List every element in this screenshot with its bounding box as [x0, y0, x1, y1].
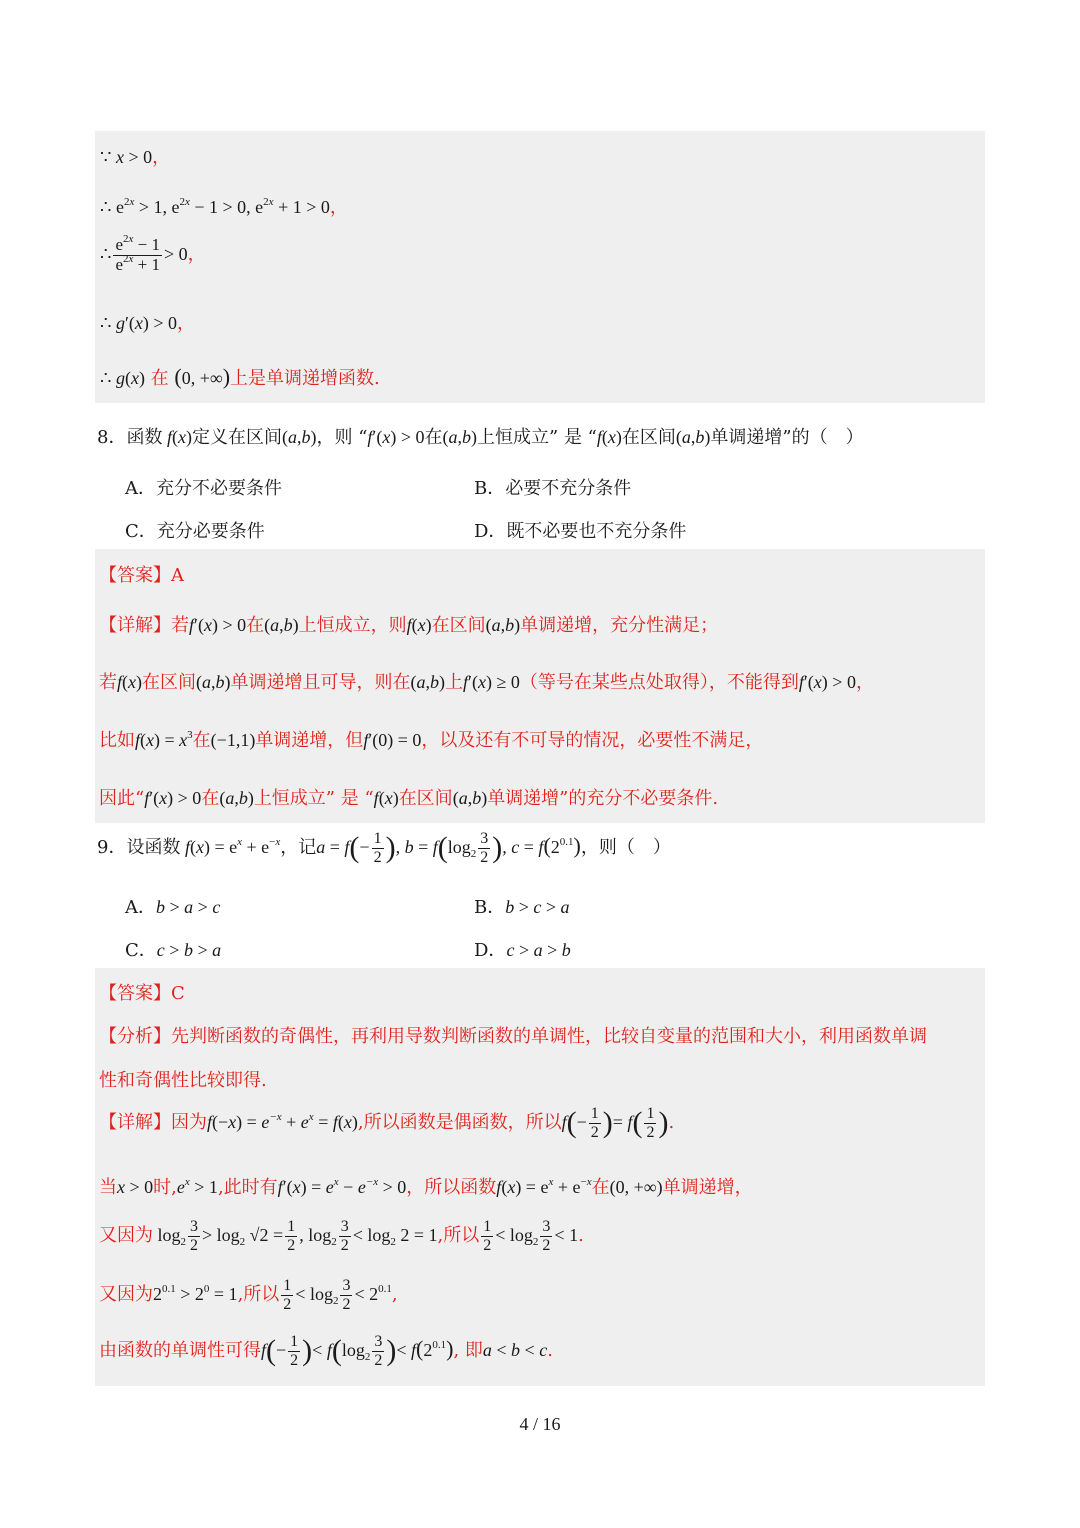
- q9-option-b[interactable]: B．b > c > a: [474, 897, 570, 918]
- prev-line-5: ∴ g(x) 在 (0, +∞)上是单调递增函数.: [100, 364, 380, 389]
- q9-analysis-line-1: 【分析】先判断函数的奇偶性，再利用导数判断函数的单调性，比较自变量的范围和大小，利用函数单调: [99, 1026, 927, 1047]
- q9-detail-line-4: 又因为$2^{0.1} > 2^0 = 1$,所以 $\frac{1}{2}$ < $\log_2$ $\frac{3}{2}$ < $2^{0.1}$,: [99, 1277, 398, 1313]
- q9-detail-line-1: 【详解】因为$f(-x) = e^{-x} + e^x = f(x)$,所以函数是偶函数，所以f(− $\frac{1}{2}$ )= f( $\frac{1}{2}$ ).: [99, 1105, 675, 1141]
- q9-option-a[interactable]: A．b > a > c: [125, 897, 221, 918]
- prev-line-3: ∴ $\frac{e^{2x} - 1}{e^{2x} + 1}$ > 0，: [100, 233, 206, 274]
- q8-detail-line-2: 若f(x)在区间(a,b)单调递增且可导，则在(a,b)上f′(x) ≥ 0（等号在某些点处取得），不能得到f′(x) > 0，: [99, 672, 874, 693]
- q9-answer: 【答案】C: [99, 983, 185, 1004]
- q8-answer: 【答案】A: [99, 565, 184, 586]
- q9-detail-line-3: 又因为 $\log_2$ $\frac{3}{2}$ > $\log_2 √2$ = $\frac{1}{2}$ , $\log_2$ $\frac{3}{2}$ < $\log_2 2 = 1$,所以 $\frac{1}{2}$ < $\log_2$ $\frac{3}{2}$ < 1.: [99, 1218, 584, 1254]
- q9-detail-line-2: 当x > 0时$,e^x > 1$,此时有$f'(x) = e^x - e^{-x} > 0$，所以函数$f(x) = e^x + e^{-x}$在(0, +∞)单调递增，: [99, 1176, 753, 1198]
- prev-line-1: ∵ x > 0，: [100, 147, 171, 168]
- prev-solution-block: [95, 131, 985, 403]
- prev-line-4: ∴ g′(x) > 0，: [100, 313, 196, 334]
- q8-detail-line-4: 因此“f′(x) > 0在(a,b)上恒成立” 是 “f(x)在区间(a,b)单调递增”的充分不必要条件.: [99, 788, 719, 809]
- q9-detail-line-5: 由函数的单调性可得f(− $\frac{1}{2}$ )< $f(\log_2$ $\frac{3}{2}$ )< $f(2^{0.1})$, 即a < b < c.: [99, 1333, 553, 1369]
- q9-stem: 9．设函数 $f(x) = e^x + e^{-x}$，记a = f(− $\frac{1}{2}$ ), $b = f(\log_2$ $\frac{3}{2}$ ), $c = f(2^{0.1})$，则（ ）: [97, 830, 671, 866]
- q8-option-b[interactable]: B．必要不充分条件: [474, 478, 632, 499]
- q8-option-d[interactable]: D．既不必要也不充分条件: [474, 521, 687, 542]
- q8-detail-line-3: 比如$f(x) = x^3$在(−1,1)单调递增，但f′(0) = 0，以及还有不可导的情况，必要性不满足，: [99, 729, 764, 751]
- q8-stem: 8．函数 f(x)定义在区间(a,b)，则 “f′(x) > 0在(a,b)上恒成立” 是 “f(x)在区间(a,b)单调递增”的（ ）: [97, 427, 864, 448]
- q8-detail-line-1: 【详解】若f′(x) > 0在(a,b)上恒成立，则f(x)在区间(a,b)单调递增，充分性满足；: [99, 615, 719, 636]
- q8-option-a[interactable]: A．充分不必要条件: [125, 478, 282, 499]
- q9-analysis-line-2: 性和奇偶性比较即得.: [99, 1070, 267, 1091]
- q9-option-c[interactable]: C．c > b > a: [125, 940, 222, 961]
- q8-option-c[interactable]: C．充分必要条件: [125, 521, 265, 542]
- page-number: 4 / 16: [519, 1414, 561, 1434]
- q9-option-d[interactable]: D．c > a > b: [474, 940, 571, 961]
- prev-line-2: ∴ $e^{2x} > 1$, $e^{2x} - 1 > 0$, $e^{2x} + 1 > 0$，: [100, 196, 348, 218]
